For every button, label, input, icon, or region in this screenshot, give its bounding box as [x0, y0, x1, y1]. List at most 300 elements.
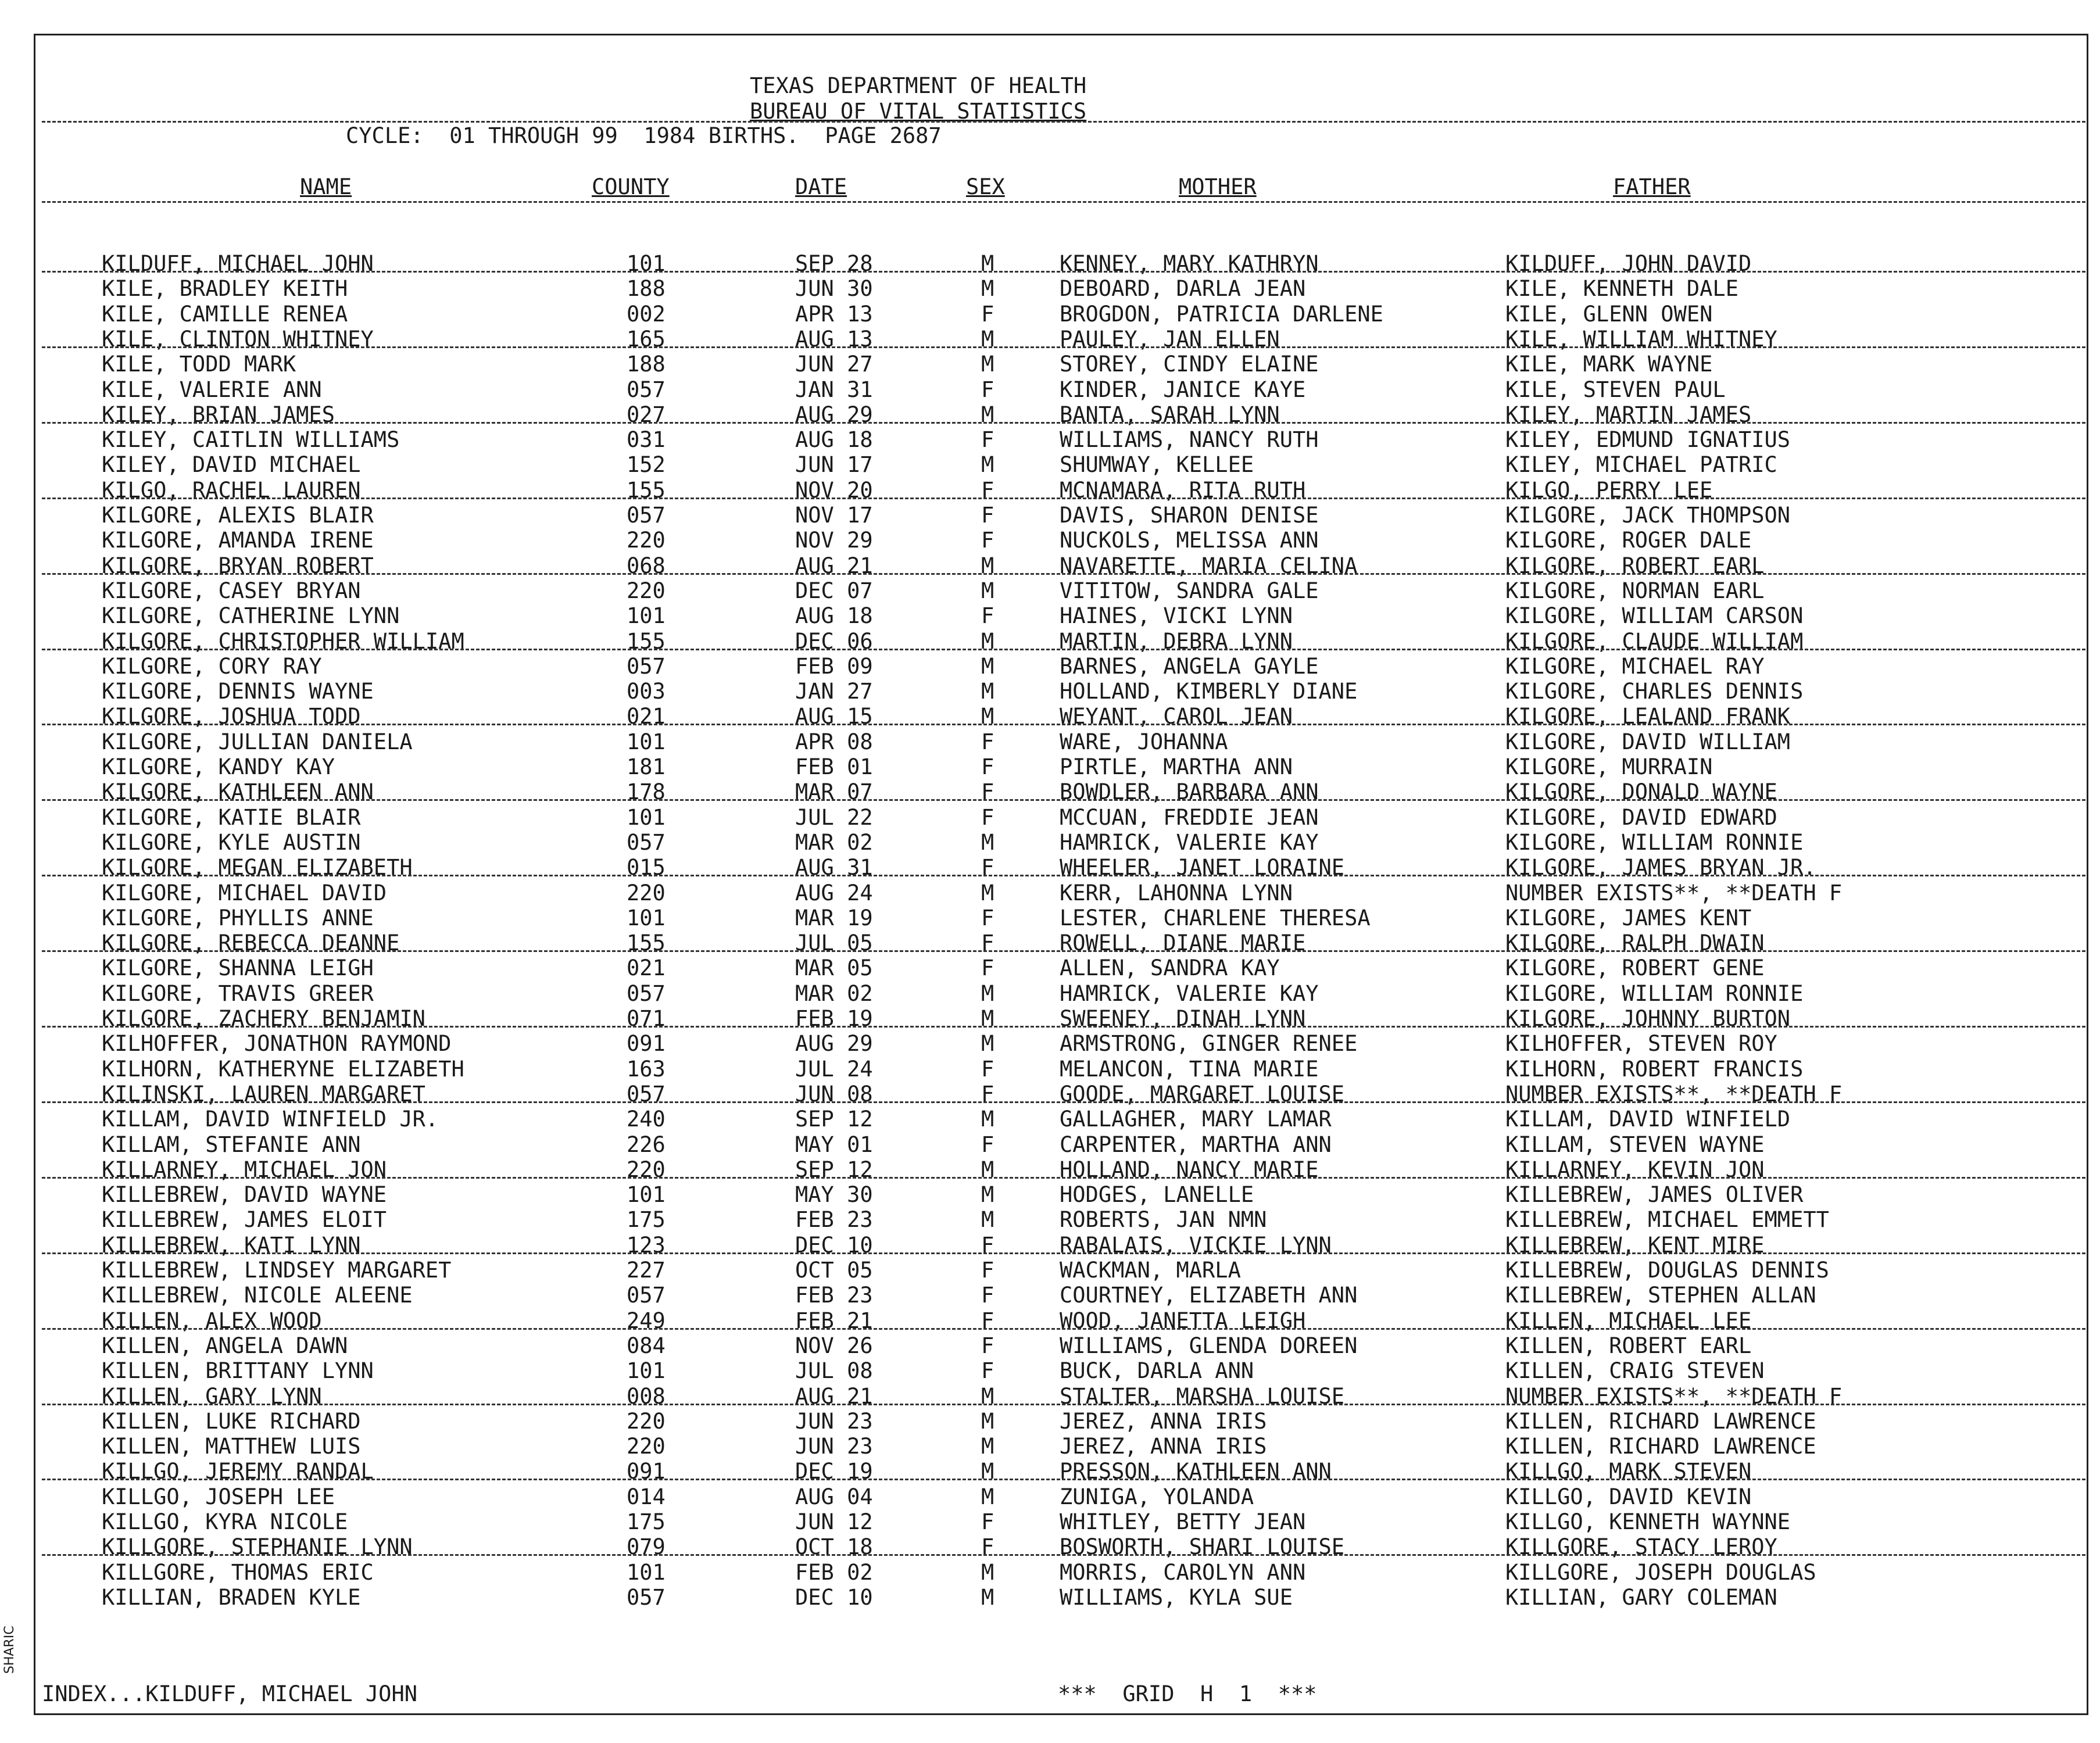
record-county: 101 — [627, 1182, 666, 1208]
record-sex: M — [981, 980, 994, 1006]
record-county: 227 — [627, 1258, 666, 1283]
record-county: 101 — [627, 251, 666, 276]
record-mother: HODGES, LANELLE — [1060, 1182, 1254, 1208]
record-county: 079 — [627, 1534, 666, 1560]
record-county: 178 — [627, 779, 666, 805]
record-mother: GALLAGHER, MARY LAMAR — [1060, 1107, 1332, 1132]
header-bureau: BUREAU OF VITAL STATISTICS — [750, 99, 1087, 124]
record-row — [0, 528, 2100, 553]
record-father: KILLEN, CRAIG STEVEN — [1505, 1358, 1765, 1384]
record-sex: F — [981, 503, 994, 528]
record-county: 249 — [627, 1308, 666, 1333]
record-sex: F — [981, 1333, 994, 1358]
record-date: DEC 06 — [795, 628, 873, 654]
record-father: KILLAM, DAVID WINFIELD — [1505, 1107, 1791, 1132]
header-department: TEXAS DEPARTMENT OF HEALTH — [750, 73, 1087, 98]
record-mother: PAULEY, JAN ELLEN — [1060, 326, 1280, 352]
record-father: KILGORE, NORMAN EARL — [1505, 578, 1765, 603]
record-sex: F — [981, 1132, 994, 1157]
record-county: 003 — [627, 679, 666, 704]
record-date: OCT 18 — [795, 1534, 873, 1560]
record-county: 101 — [627, 1559, 666, 1585]
row-rule — [42, 649, 2085, 650]
record-mother: COURTNEY, ELIZABETH ANN — [1060, 1283, 1358, 1308]
record-mother: DEBOARD, DARLA JEAN — [1060, 276, 1306, 302]
record-row — [0, 955, 2100, 980]
record-mother: NAVARETTE, MARIA CELINA — [1060, 553, 1358, 578]
record-row — [0, 1283, 2100, 1308]
record-father: KILGORE, MURRAIN — [1505, 754, 1713, 779]
record-sex: M — [981, 1459, 994, 1484]
record-date: OCT 05 — [795, 1258, 873, 1283]
record-mother: JEREZ, ANNA IRIS — [1060, 1408, 1267, 1434]
record-father: KILE, WILLIAM WHITNEY — [1505, 326, 1777, 352]
record-father: KILLEBREW, JAMES OLIVER — [1505, 1182, 1804, 1208]
record-name: KILGORE, ZACHERY BENJAMIN — [102, 1006, 425, 1031]
record-county: 101 — [627, 729, 666, 754]
record-name: KILE, CAMILLE RENEA — [102, 301, 348, 327]
record-sex: M — [981, 1107, 994, 1132]
record-name: KILE, BRADLEY KEITH — [102, 276, 348, 302]
record-mother: ARMSTRONG, GINGER RENEE — [1060, 1031, 1358, 1057]
record-sex: M — [981, 326, 994, 352]
record-mother: NUCKOLS, MELISSA ANN — [1060, 528, 1319, 553]
record-date: JAN 31 — [795, 377, 873, 402]
row-rule — [42, 1252, 2085, 1254]
record-sex: M — [981, 452, 994, 478]
record-county: 175 — [627, 1509, 666, 1534]
record-father: KILE, STEVEN PAUL — [1505, 377, 1726, 402]
record-father: KILGORE, ROBERT EARL — [1505, 553, 1765, 578]
record-row — [0, 754, 2100, 779]
record-name: KILLEN, GARY LYNN — [102, 1383, 322, 1409]
record-name: KILLGO, JOSEPH LEE — [102, 1484, 335, 1509]
record-father: KILGORE, CHARLES DENNIS — [1505, 679, 1804, 704]
record-mother: ROWELL, DIANE MARIE — [1060, 930, 1306, 956]
record-name: KILLAM, STEFANIE ANN — [102, 1132, 361, 1157]
record-county: 027 — [627, 402, 666, 427]
record-sex: M — [981, 1434, 994, 1459]
record-father: KILGORE, ROGER DALE — [1505, 528, 1752, 553]
record-father: KILLGO, DAVID KEVIN — [1505, 1484, 1752, 1509]
record-county: 084 — [627, 1333, 666, 1358]
record-sex: M — [981, 276, 994, 302]
record-sex: M — [981, 352, 994, 377]
record-date: AUG 15 — [795, 704, 873, 729]
record-father: KILHOFFER, STEVEN ROY — [1505, 1031, 1777, 1057]
record-row — [0, 1132, 2100, 1157]
record-name: KILLEN, MATTHEW LUIS — [102, 1434, 361, 1459]
column-header-name: NAME — [300, 174, 352, 199]
record-row — [0, 1031, 2100, 1056]
record-mother: MARTIN, DEBRA LYNN — [1060, 628, 1293, 654]
record-father: KILGORE, JAMES KENT — [1505, 905, 1752, 930]
record-mother: HAMRICK, VALERIE KAY — [1060, 829, 1319, 855]
record-row — [0, 1484, 2100, 1509]
record-mother: GOODE, MARGARET LOUISE — [1060, 1081, 1345, 1107]
row-rule — [42, 1554, 2085, 1556]
record-sex: M — [981, 1182, 994, 1208]
record-date: NOV 20 — [795, 477, 873, 503]
record-name: KILGORE, CHRISTOPHER WILLIAM — [102, 628, 464, 654]
record-county: 220 — [627, 1408, 666, 1434]
record-mother: HOLLAND, NANCY MARIE — [1060, 1157, 1319, 1182]
header-cycle: CYCLE: 01 THROUGH 99 1984 BIRTHS. PAGE 2687 — [346, 123, 942, 148]
record-date: MAY 01 — [795, 1132, 873, 1157]
record-mother: KINDER, JANICE KAYE — [1060, 377, 1306, 402]
record-date: JUN 27 — [795, 352, 873, 377]
record-father: KILLGO, KENNETH WAYNNE — [1505, 1509, 1791, 1534]
record-sex: F — [981, 955, 994, 981]
record-sex: M — [981, 880, 994, 905]
record-sex: F — [981, 1081, 994, 1107]
record-sex: F — [981, 1232, 994, 1258]
record-father: KILGORE, MICHAEL RAY — [1505, 653, 1765, 679]
record-date: AUG 24 — [795, 880, 873, 905]
record-mother: HAINES, VICKI LYNN — [1060, 603, 1293, 629]
record-sex: F — [981, 729, 994, 754]
record-date: AUG 21 — [795, 1383, 873, 1409]
record-sex: M — [981, 829, 994, 855]
record-name: KILLEN, ALEX WOOD — [102, 1308, 322, 1333]
record-date: JUN 30 — [795, 276, 873, 302]
record-sex: M — [981, 1031, 994, 1057]
record-county: 057 — [627, 980, 666, 1006]
column-header-mother: MOTHER — [1179, 174, 1257, 199]
record-name: KILGORE, REBECCA DEANNE — [102, 930, 400, 956]
record-name: KILGORE, TRAVIS GREER — [102, 980, 374, 1006]
record-sex: M — [981, 1006, 994, 1031]
record-mother: BROGDON, PATRICIA DARLENE — [1060, 301, 1383, 327]
footer-index: INDEX...KILDUFF, MICHAEL JOHN — [42, 1681, 418, 1706]
record-row — [0, 1107, 2100, 1132]
record-date: FEB 09 — [795, 653, 873, 679]
record-father: KILEY, MARTIN JAMES — [1505, 402, 1752, 427]
record-county: 220 — [627, 1434, 666, 1459]
row-rule — [42, 1177, 2085, 1179]
record-date: DEC 07 — [795, 578, 873, 603]
record-date: JUN 12 — [795, 1509, 873, 1534]
record-name: KILDUFF, MICHAEL JOHN — [102, 251, 374, 276]
record-father: KILLGO, MARK STEVEN — [1505, 1459, 1752, 1484]
record-father: NUMBER EXISTS**, **DEATH F — [1505, 880, 1843, 905]
record-row — [0, 1409, 2100, 1434]
record-date: JUN 08 — [795, 1081, 873, 1107]
record-row — [0, 905, 2100, 930]
record-date: MAR 07 — [795, 779, 873, 805]
record-county: 188 — [627, 352, 666, 377]
record-father: KILEY, EDMUND IGNATIUS — [1505, 427, 1791, 453]
record-name: KILHORN, KATHERYNE ELIZABETH — [102, 1056, 464, 1082]
record-father: KILE, MARK WAYNE — [1505, 352, 1713, 377]
record-name: KILE, CLINTON WHITNEY — [102, 326, 374, 352]
record-name: KILLEBREW, LINDSEY MARGARET — [102, 1258, 452, 1283]
record-mother: WHITLEY, BETTY JEAN — [1060, 1509, 1306, 1534]
record-row — [0, 1207, 2100, 1232]
row-rule — [42, 1101, 2085, 1103]
margin-mark: SHARIC — [2, 1626, 17, 1674]
record-row — [0, 805, 2100, 830]
row-rule — [42, 498, 2085, 499]
record-county: 220 — [627, 578, 666, 603]
record-mother: CARPENTER, MARTHA ANN — [1060, 1132, 1332, 1157]
record-mother: WILLIAMS, NANCY RUTH — [1060, 427, 1319, 453]
record-county: 015 — [627, 855, 666, 881]
record-father: KILLGORE, STACY LEROY — [1505, 1534, 1777, 1560]
record-sex: F — [981, 301, 994, 327]
record-name: KILEY, CAITLIN WILLIAMS — [102, 427, 400, 453]
record-date: SEP 12 — [795, 1107, 873, 1132]
record-date: FEB 23 — [795, 1283, 873, 1308]
record-name: KILLEBREW, JAMES ELOIT — [102, 1207, 387, 1233]
record-date: JUL 08 — [795, 1358, 873, 1384]
record-sex: M — [981, 628, 994, 654]
record-name: KILGORE, MICHAEL DAVID — [102, 880, 387, 905]
record-mother: ROBERTS, JAN NMN — [1060, 1207, 1267, 1233]
record-date: MAR 19 — [795, 905, 873, 930]
record-county: 155 — [627, 930, 666, 956]
record-mother: WACKMAN, MARLA — [1060, 1258, 1241, 1283]
record-name: KILGORE, ALEXIS BLAIR — [102, 503, 374, 528]
record-mother: STOREY, CINDY ELAINE — [1060, 352, 1319, 377]
record-county: 071 — [627, 1006, 666, 1031]
record-row — [0, 1358, 2100, 1383]
record-sex: F — [981, 1534, 994, 1560]
record-county: 163 — [627, 1056, 666, 1082]
record-father: KILLEBREW, KENT MIRE — [1505, 1232, 1765, 1258]
record-sex: F — [981, 528, 994, 553]
header-rule-1 — [42, 121, 2085, 123]
record-mother: SHUMWAY, KELLEE — [1060, 452, 1254, 478]
record-county: 188 — [627, 276, 666, 302]
record-row — [0, 603, 2100, 628]
record-row — [0, 1509, 2100, 1534]
record-date: JUN 23 — [795, 1434, 873, 1459]
record-sex: F — [981, 754, 994, 779]
record-sex: M — [981, 1584, 994, 1610]
record-county: 181 — [627, 754, 666, 779]
record-name: KILLEN, LUKE RICHARD — [102, 1408, 361, 1434]
record-date: APR 13 — [795, 301, 873, 327]
row-rule — [42, 1328, 2085, 1330]
record-name: KILINSKI, LAUREN MARGARET — [102, 1081, 425, 1107]
record-name: KILE, VALERIE ANN — [102, 377, 322, 402]
record-name: KILLGORE, STEPHANIE LYNN — [102, 1534, 413, 1560]
record-county: 220 — [627, 528, 666, 553]
record-father: KILGORE, LEALAND FRANK — [1505, 704, 1791, 729]
record-mother: BARNES, ANGELA GAYLE — [1060, 653, 1319, 679]
record-sex: M — [981, 1207, 994, 1233]
record-mother: STALTER, MARSHA LOUISE — [1060, 1383, 1345, 1409]
record-date: JUL 24 — [795, 1056, 873, 1082]
record-father: KILGORE, DAVID EDWARD — [1505, 804, 1777, 830]
record-row — [0, 1057, 2100, 1082]
record-row — [0, 452, 2100, 477]
record-sex: M — [981, 704, 994, 729]
record-mother: PRESSON, KATHLEEN ANN — [1060, 1459, 1332, 1484]
record-row — [0, 276, 2100, 301]
record-name: KILLEBREW, DAVID WAYNE — [102, 1182, 387, 1208]
record-mother: WOOD, JANETTA LEIGH — [1060, 1308, 1306, 1333]
record-county: 057 — [627, 1283, 666, 1308]
record-date: MAY 30 — [795, 1182, 873, 1208]
record-mother: VITITOW, SANDRA GALE — [1060, 578, 1319, 603]
record-sex: M — [981, 251, 994, 276]
record-mother: MELANCON, TINA MARIE — [1060, 1056, 1319, 1082]
record-mother: PIRTLE, MARTHA ANN — [1060, 754, 1293, 779]
record-date: AUG 18 — [795, 603, 873, 629]
record-row — [0, 1258, 2100, 1283]
record-sex: M — [981, 1559, 994, 1585]
record-sex: F — [981, 1308, 994, 1333]
record-sex: F — [981, 427, 994, 453]
record-row — [0, 830, 2100, 855]
record-name: KILGORE, KATHLEEN ANN — [102, 779, 374, 805]
record-father: KILGORE, DONALD WAYNE — [1505, 779, 1777, 805]
record-father: KILLEN, RICHARD LAWRENCE — [1505, 1434, 1816, 1459]
record-father: KILLEBREW, DOUGLAS DENNIS — [1505, 1258, 1829, 1283]
record-name: KILLARNEY, MICHAEL JON — [102, 1157, 387, 1182]
record-sex: M — [981, 679, 994, 704]
record-sex: F — [981, 1509, 994, 1534]
column-header-father: FATHER — [1613, 174, 1691, 199]
record-mother: BUCK, DARLA ANN — [1060, 1358, 1254, 1384]
row-rule — [42, 724, 2085, 725]
record-father: KILDUFF, JOHN DAVID — [1505, 251, 1752, 276]
record-county: 175 — [627, 1207, 666, 1233]
record-father: KILGORE, WILLIAM CARSON — [1505, 603, 1804, 629]
record-father: KILGORE, DAVID WILLIAM — [1505, 729, 1791, 754]
record-father: KILGORE, RALPH DWAIN — [1505, 930, 1765, 956]
record-row — [0, 1434, 2100, 1459]
record-father: NUMBER EXISTS**, **DEATH F — [1505, 1383, 1843, 1409]
record-name: KILGORE, KANDY KAY — [102, 754, 335, 779]
record-county: 008 — [627, 1383, 666, 1409]
record-date: FEB 01 — [795, 754, 873, 779]
record-county: 002 — [627, 301, 666, 327]
record-mother: RABALAIS, VICKIE LYNN — [1060, 1232, 1332, 1258]
record-sex: M — [981, 402, 994, 427]
record-date: JUN 23 — [795, 1408, 873, 1434]
record-sex: F — [981, 905, 994, 930]
record-name: KILE, TODD MARK — [102, 352, 296, 377]
record-mother: HAMRICK, VALERIE KAY — [1060, 980, 1319, 1006]
record-mother: BOSWORTH, SHARI LOUISE — [1060, 1534, 1345, 1560]
record-sex: F — [981, 603, 994, 629]
row-rule — [42, 1479, 2085, 1480]
record-father: KILLEN, RICHARD LAWRENCE — [1505, 1408, 1816, 1434]
record-date: AUG 21 — [795, 553, 873, 578]
record-father: KILLGORE, JOSEPH DOUGLAS — [1505, 1559, 1816, 1585]
record-sex: F — [981, 1283, 994, 1308]
record-father: KILGORE, JAMES BRYAN JR. — [1505, 855, 1816, 881]
record-sex: M — [981, 1408, 994, 1434]
record-sex: M — [981, 653, 994, 679]
record-sex: F — [981, 1358, 994, 1384]
record-county: 021 — [627, 955, 666, 981]
record-mother: MCCUAN, FREDDIE JEAN — [1060, 804, 1319, 830]
record-date: NOV 26 — [795, 1333, 873, 1358]
record-row — [0, 578, 2100, 603]
record-date: SEP 28 — [795, 251, 873, 276]
record-father: KILGORE, CLAUDE WILLIAM — [1505, 628, 1804, 654]
row-rule — [42, 1404, 2085, 1405]
record-date: JUL 22 — [795, 804, 873, 830]
row-rule — [42, 875, 2085, 876]
record-father: NUMBER EXISTS**, **DEATH F — [1505, 1081, 1843, 1107]
record-father: KILLEBREW, MICHAEL EMMETT — [1505, 1207, 1829, 1233]
record-county: 057 — [627, 1584, 666, 1610]
record-county: 057 — [627, 503, 666, 528]
row-rule — [42, 422, 2085, 424]
record-mother: BANTA, SARAH LYNN — [1060, 402, 1280, 427]
record-county: 021 — [627, 704, 666, 729]
record-row — [0, 981, 2100, 1006]
footer-grid: *** GRID H 1 *** — [1058, 1681, 1317, 1706]
record-date: DEC 10 — [795, 1584, 873, 1610]
record-name: KILGORE, JULLIAN DANIELA — [102, 729, 413, 754]
record-county: 091 — [627, 1459, 666, 1484]
row-rule — [42, 799, 2085, 801]
row-rule — [42, 271, 2085, 273]
record-father: KILLEN, MICHAEL LEE — [1505, 1308, 1752, 1333]
record-county: 155 — [627, 477, 666, 503]
record-date: FEB 21 — [795, 1308, 873, 1333]
record-name: KILLEN, ANGELA DAWN — [102, 1333, 348, 1358]
record-sex: M — [981, 1383, 994, 1409]
record-county: 240 — [627, 1107, 666, 1132]
record-sex: F — [981, 477, 994, 503]
record-date: AUG 18 — [795, 427, 873, 453]
record-date: MAR 02 — [795, 829, 873, 855]
record-county: 226 — [627, 1132, 666, 1157]
record-date: AUG 04 — [795, 1484, 873, 1509]
record-mother: DAVIS, SHARON DENISE — [1060, 503, 1319, 528]
record-county: 165 — [627, 326, 666, 352]
record-mother: WEYANT, CAROL JEAN — [1060, 704, 1293, 729]
record-mother: MCNAMARA, RITA RUTH — [1060, 477, 1306, 503]
record-father: KILLEN, ROBERT EARL — [1505, 1333, 1752, 1358]
record-date: NOV 29 — [795, 528, 873, 553]
record-father: KILGORE, JACK THOMPSON — [1505, 503, 1791, 528]
record-father: KILGORE, WILLIAM RONNIE — [1505, 980, 1804, 1006]
row-rule — [42, 1026, 2085, 1028]
record-date: DEC 10 — [795, 1232, 873, 1258]
record-name: KILLIAN, BRADEN KYLE — [102, 1584, 361, 1610]
record-father: KILE, GLENN OWEN — [1505, 301, 1713, 327]
record-name: KILLAM, DAVID WINFIELD JR. — [102, 1107, 439, 1132]
record-date: FEB 02 — [795, 1559, 873, 1585]
record-sex: F — [981, 930, 994, 956]
record-father: KILLIAN, GARY COLEMAN — [1505, 1584, 1777, 1610]
record-county: 068 — [627, 553, 666, 578]
column-header-sex: SEX — [966, 174, 1005, 199]
record-mother: ALLEN, SANDRA KAY — [1060, 955, 1280, 981]
record-name: KILGORE, BRYAN ROBERT — [102, 553, 374, 578]
record-father: KILLEBREW, STEPHEN ALLAN — [1505, 1283, 1816, 1308]
record-father: KILGORE, WILLIAM RONNIE — [1505, 829, 1804, 855]
record-name: KILGORE, AMANDA IRENE — [102, 528, 374, 553]
record-county: 057 — [627, 377, 666, 402]
record-date: SEP 12 — [795, 1157, 873, 1182]
record-county: 091 — [627, 1031, 666, 1057]
record-county: 057 — [627, 829, 666, 855]
record-name: KILGORE, PHYLLIS ANNE — [102, 905, 374, 930]
record-sex: F — [981, 1056, 994, 1082]
row-rule — [42, 573, 2085, 575]
record-name: KILEY, BRIAN JAMES — [102, 402, 335, 427]
record-name: KILLGORE, THOMAS ERIC — [102, 1559, 374, 1585]
